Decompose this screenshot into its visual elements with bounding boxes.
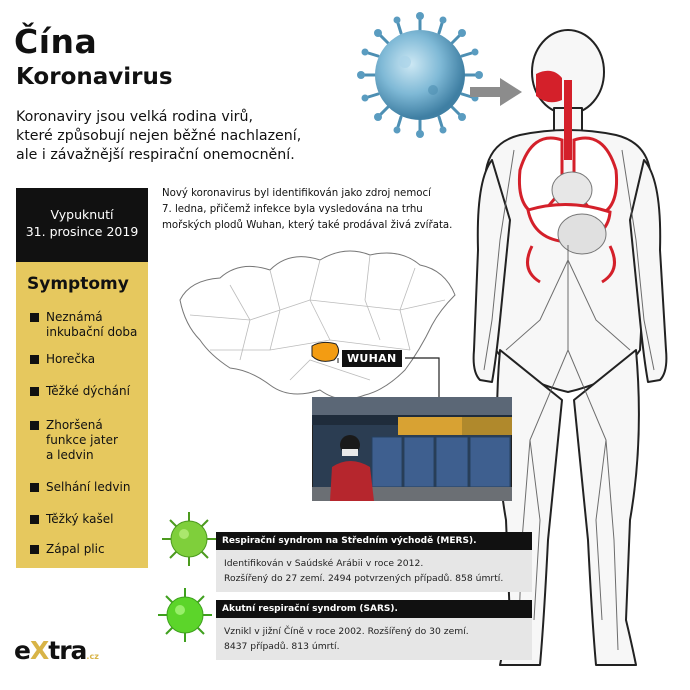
square-bullet-icon: [30, 545, 39, 554]
square-bullet-icon: [30, 421, 39, 430]
connector-line: [335, 355, 445, 400]
symptom-line: Těžký kašel: [46, 512, 114, 526]
symptom-item: [30, 352, 95, 367]
market-photo: [312, 397, 512, 501]
description-text: [162, 186, 472, 234]
outbreak-label: Vypuknutí: [50, 207, 114, 222]
symptom-item: [30, 542, 105, 557]
symptom-line: Těžké dýchání: [46, 384, 130, 398]
symptoms-title: Symptomy: [27, 274, 129, 294]
square-bullet-icon: [30, 483, 39, 492]
description-line: Nový koronavirus byl identifikován jako zdroj nemocí: [162, 188, 431, 199]
symptom-line: Selhání ledvin: [46, 480, 131, 494]
page-title: Čína: [14, 22, 98, 61]
intro-line: Koronaviry jsou velká rodina virů,: [16, 109, 254, 125]
symptom-item: [30, 480, 130, 495]
sars-info: [216, 600, 532, 660]
description-line: mořských plodů Wuhan, který také prodával živá zvířata.: [162, 220, 453, 231]
outbreak-date: 31. prosince 2019: [25, 224, 139, 239]
mers-line: Identifikován v Saúdské Arábii v roce 2012.: [224, 558, 424, 569]
square-bullet-icon: [30, 387, 39, 396]
sars-line: 8437 případů. 813 úmrtí.: [224, 641, 340, 652]
logo-e: e: [14, 636, 30, 665]
sars-title: Akutní respirační syndrom (SARS).: [216, 600, 532, 618]
wuhan-label: WUHAN: [342, 350, 402, 367]
logo-x: X: [29, 636, 49, 665]
coronavirus-icon: [355, 10, 485, 140]
mers-line: Rozšířený do 27 zemí. 2494 potvrzených případů. 858 úmrtí.: [224, 573, 504, 584]
symptom-item: [30, 512, 113, 527]
sars-virus-icon: [156, 586, 214, 644]
logo-tra: tra: [48, 636, 87, 665]
symptom-line: Zhoršená: [46, 418, 103, 432]
mers-info: [216, 532, 532, 592]
sars-line: Vznikl v jižní Číně v roce 2002. Rozšířený do 30 zemí.: [224, 626, 469, 637]
symptom-line: Horečka: [46, 352, 96, 366]
symptom-item: [30, 384, 130, 399]
intro-text: [16, 108, 346, 165]
symptoms-box: [16, 262, 148, 568]
outbreak-box: [16, 188, 148, 262]
intro-line: které způsobují nejen běžné nachlazení,: [16, 128, 302, 144]
square-bullet-icon: [30, 313, 39, 322]
description-line: 7. ledna, přičemž infekce byla vysledována na trhu: [162, 204, 423, 215]
mers-virus-icon: [160, 510, 218, 568]
mers-title: Respirační syndrom na Středním východě (MERS).: [216, 532, 532, 550]
mers-body: [216, 550, 532, 592]
symptom-line: a ledvin: [46, 448, 94, 462]
symptom-item: [30, 418, 118, 463]
square-bullet-icon: [30, 355, 39, 364]
symptom-line: inkubační doba: [46, 325, 138, 339]
intro-line: ale i závažnější respirační onemocnění.: [16, 147, 295, 163]
extra-logo: [14, 636, 99, 665]
logo-cz: .cz: [86, 652, 99, 661]
square-bullet-icon: [30, 515, 39, 524]
page-subtitle: Koronavirus: [16, 64, 173, 90]
symptom-line: funkce jater: [46, 433, 118, 447]
symptom-item: [30, 310, 137, 340]
symptom-line: Zápal plic: [46, 542, 105, 556]
sars-body: [216, 618, 532, 660]
symptom-line: Neznámá: [46, 310, 103, 324]
